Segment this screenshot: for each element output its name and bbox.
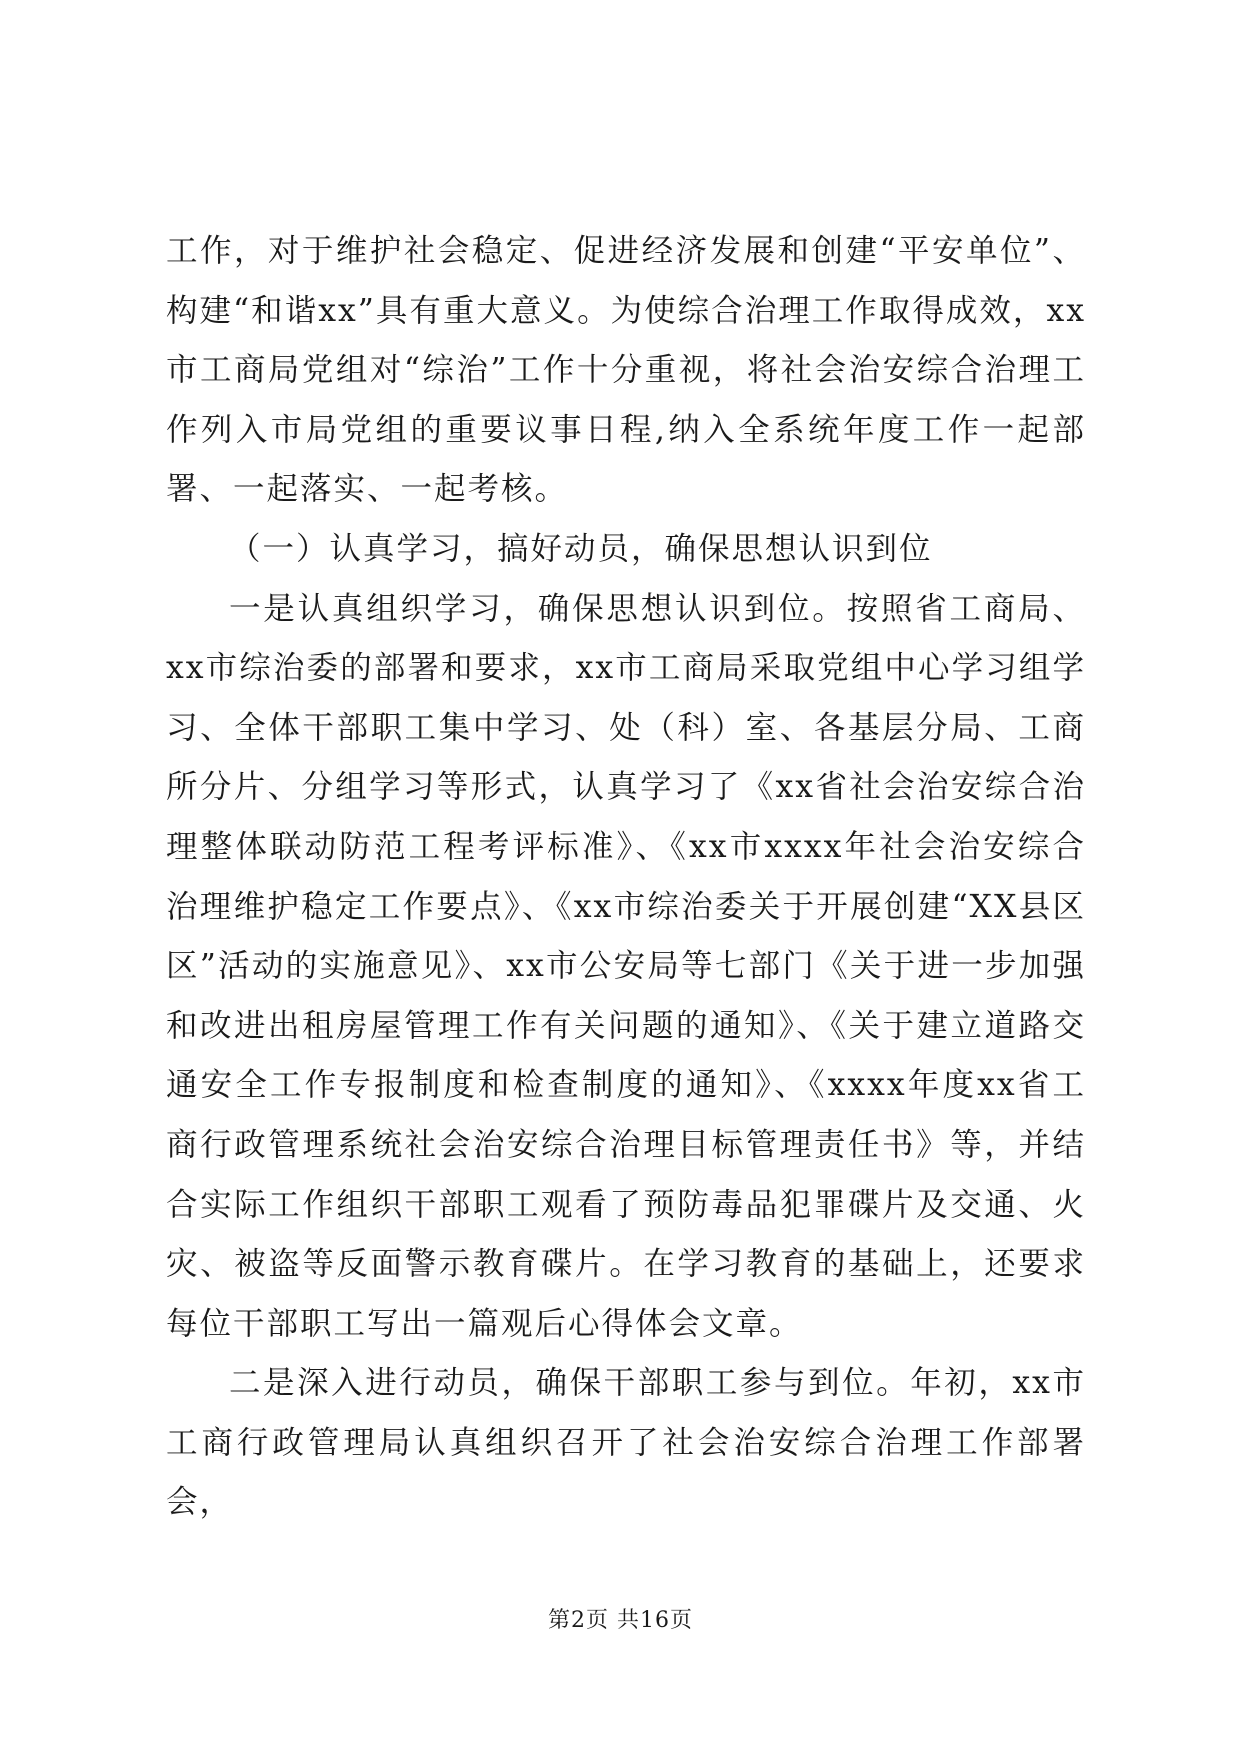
paragraph-intro: 工作，对于维护社会稳定、促进经济发展和创建“平安单位”、构建“和谐xx”具有重大意义。为使综合治理工作取得成效，xx市工商局党组对“综治”工作十分重视，将社会治安综合治理工作列入市局党组的重要议事日程,纳入全系统年度工作一起部署、一起落实、一起考核。 (166, 233, 1086, 508)
paragraph-study: 一是认真组织学习，确保思想认识到位。按照省工商局、xx市综治委的部署和要求，xx市工商局采取党组中心学习组学习、全体干部职工集中学习、处（科）室、各基层分局、工商所分片、分组学习等形式，认真学习了《xx省社会治安综合治理整体联动防范工程考评标准》、《xx市xxxx年社会治安综合治理维护稳定工作要点》、《xx市综治委关于开展创建“XX县区区”活动的实施意见》、xx市公安局等七部门《关于进一步加强和改进出租房屋管理工作有关问题的通知》、《关于建立道路交通安全工作专报制度和检查制度的通知》、《xxxx年度xx省工商行政管理系统社会治安综合治理目标管理责任书》等，并结合实际工作组织干部职工观看了预防毒品犯罪碟片及交通、火灾、被盗等反面警示教育碟片。在学习教育的基础上，还要求每位干部职工写出一篇观后心得体会文章。 (166, 590, 1086, 1342)
document-body (166, 222, 1086, 1533)
paragraph-mobilize: 二是深入进行动员，确保干部职工参与到位。年初，xx市工商行政管理局认真组织召开了社会治安综合治理工作部署会， (166, 1365, 1086, 1521)
page-number-footer: 第2页 共16页 (548, 1608, 693, 1633)
section-heading: （一）认真学习，搞好动员，确保思想认识到位 (229, 530, 933, 567)
